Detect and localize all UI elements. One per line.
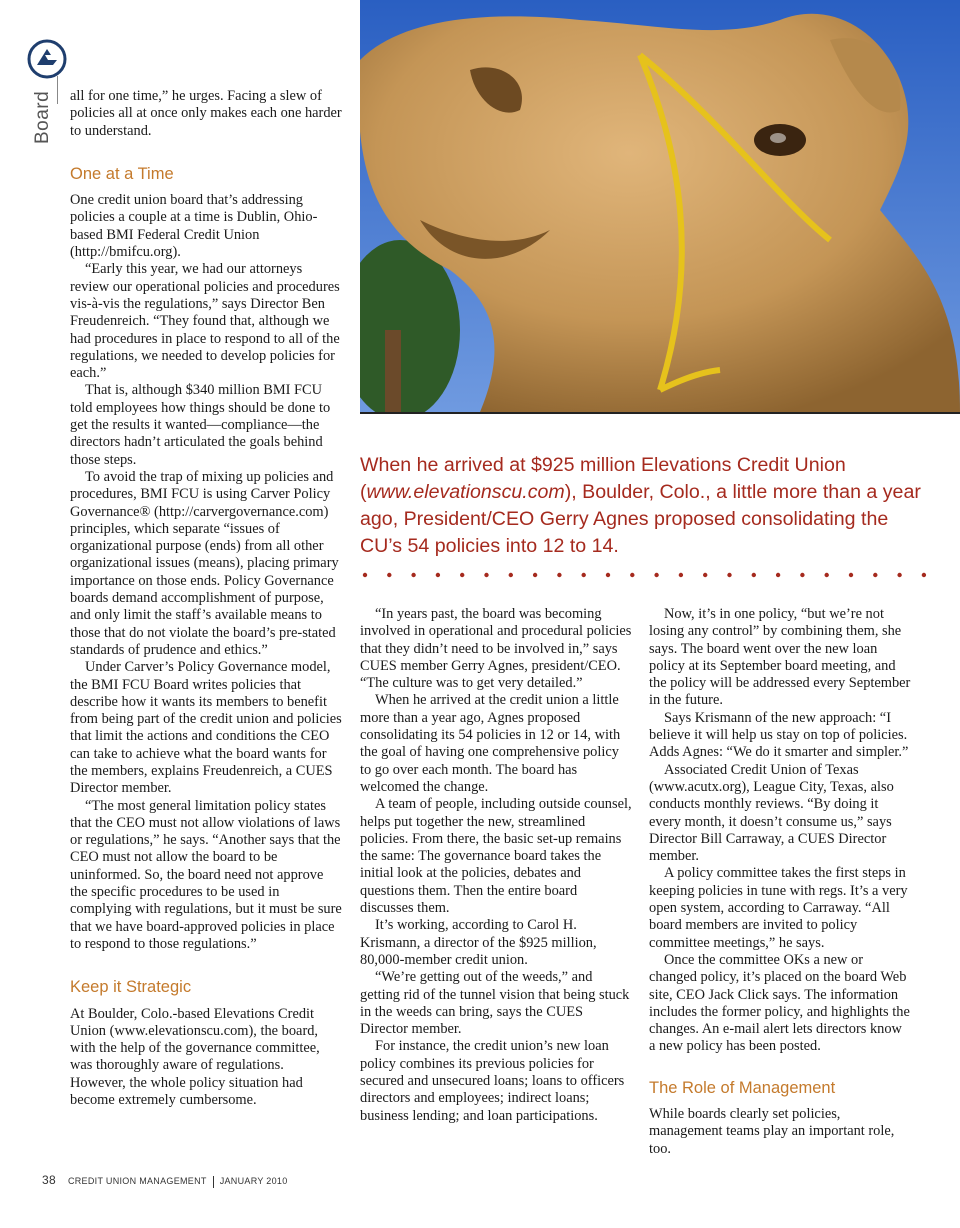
intro-paragraph: all for one time,” he urges. Facing a slew of policies all at once only makes each one harder to understand. (70, 88, 342, 139)
divider-dot (411, 573, 415, 577)
paragraph: It’s working, according to Carol H. Krismann, a director of the $925 million, 80,000-member credit union. (360, 917, 597, 968)
divider-dot (582, 573, 586, 577)
column-1 (70, 88, 342, 1109)
divider-dot (703, 573, 707, 577)
paragraph: To avoid the trap of mixing up policies and procedures, BMI FCU is using Carver Policy Governance® (http://carvergovernance.com) principles, which separate “issues of organizational purpose (ends) from all other organizational issues (means), placing primary importance on those ends. Policy Governance boards demand accomplishment of purpose, and only limit the staff’s available means to those that do not violate the board’s pre-stated standards of prudence and ethics.” (70, 468, 339, 658)
pull-quote-text: ), Boulder, Colo., a little more than a year ago, President/CEO Gerry Agnes proposed consolidating the CU’s 54 policies into 12 to 14. (360, 481, 921, 557)
divider-dot (630, 573, 634, 577)
paragraph: A policy committee takes the first steps in keeping policies in tune with regs. It’s a very open system, according to Carraway. “All board members are invited to policy committee meetings,” he says. (649, 865, 908, 951)
column-3 (649, 606, 911, 1158)
paragraph: Says Krismann of the new approach: “I believe it will help us stay on top of policies. Adds Agnes: “We do it smarter and simpler.” (649, 709, 909, 761)
subhead-one-at-a-time: One at a Time (70, 164, 174, 183)
paragraph: “Early this year, we had our attorneys review our operational policies and procedures vis-à-vis the regulations,” says Director Ben Freudenreich. “They found that, although we had procedures in place to respond to all of the regulations, we needed to develop policies for each.” (70, 261, 340, 382)
page-number: 38 (42, 1173, 56, 1187)
paragraph: For instance, the credit union’s new loan policy combines its previous policies for secured and unsecured loans; loans to officers directors and employees; indirect loans; business lending; and loan participations. (360, 1038, 625, 1124)
divider-dot (484, 573, 488, 577)
divider-dot (897, 573, 901, 577)
divider-dot (752, 573, 756, 577)
paragraph: At Boulder, Colo.-based Elevations Credit Union (www.elevationscu.com), the board, with the help of the governance committee, was thoroughly aware of regulations. However, the whole policy situation had become extremely cumbersome. (70, 1005, 320, 1109)
pull-quote-text: When he arrived at $925 million Elevations Credit Union ( (360, 454, 846, 503)
subhead-keep-it-strategic: Keep it Strategic (70, 978, 192, 997)
subhead-role-of-management: The Role of Management (649, 1078, 836, 1097)
divider-dot (363, 573, 367, 577)
pull-quote (360, 452, 930, 560)
paragraph: That is, although $340 million BMI FCU told employees how things should be done to get the results it wanted—compliance—the directors hadn’t articulated the goals behind those steps. (70, 382, 331, 468)
divider-dot (800, 573, 804, 577)
cues-logo-icon (26, 38, 68, 80)
paragraph: Now, it’s in one policy, “but we’re not losing any control” by combining them, she says. The board went over the new loan policy at its September board meeting, and the policy will be addressed every September in the future. (649, 606, 911, 709)
section-tab (24, 90, 64, 146)
divider-dot (873, 573, 877, 577)
paragraph: When he arrived at the credit union a little more than a year ago, Agnes proposed consolidating its 54 policies in 12 or 14, with the goal of having one comprehensive policy to go over each month. The board has welcomed the change. (360, 692, 621, 795)
paragraph: Once the committee OKs a new or changed policy, it’s placed on the board Web site, CEO Jack Click says. The information includes the former policy, and highlights the changes. An e-mail alert lets directors know a new policy has been posted. (649, 951, 910, 1055)
publication-name: CREDIT UNION MANAGEMENT (67, 1176, 207, 1186)
divider-dot (436, 573, 440, 577)
divider-dot (679, 573, 683, 577)
divider-dot (654, 573, 658, 577)
footer-divider (213, 1176, 214, 1188)
divider-dot (460, 573, 464, 577)
camel-photo (360, 0, 960, 414)
divider-dot (509, 573, 513, 577)
pull-quote-url: www.elevationscu.com (366, 481, 565, 503)
paragraph: “In years past, the board was becoming involved in operational and procedural policies that they didn’t need to be involved in,” says CUES member Gerry Agnes, president/CEO. “The culture was to get very detailed.” (360, 606, 632, 692)
page-footer (42, 1173, 288, 1188)
divider-dot (533, 573, 537, 577)
paragraph: “The most general limitation policy states that the CEO must not allow violations of laws or regulations,” he says. “Another says that the CEO must not allow the board to be uninformed. So, the board need not approve the specific procedures to be used in complying with regulations, but it must be sure that we have board-approved policies in place to respond to those regulations.” (70, 797, 342, 952)
divider-dot (557, 573, 561, 577)
divider-dot (849, 573, 853, 577)
column-2 (360, 606, 632, 1125)
divider-dot (387, 573, 391, 577)
dotted-divider (360, 568, 960, 580)
divider-dot (825, 573, 829, 577)
divider-dot (922, 573, 926, 577)
section-label: Board (32, 90, 53, 144)
divider-dot (776, 573, 780, 577)
paragraph: Under Carver’s Policy Governance model, the BMI FCU Board writes policies that describe how it wants its members to benefit from being part of the credit union and policies that limit the actions and conditions the CEO can take to achieve what the board wants for the members, explains Freudenreich, a CUES Director member. (70, 659, 342, 797)
paragraph: While boards clearly set policies, management teams play an important role, too. (649, 1106, 895, 1157)
issue-date: JANUARY 2010 (219, 1176, 288, 1186)
paragraph: Associated Credit Union of Texas (www.acutx.org), League City, Texas, also conducts monthly reviews. “By doing it every month, it doesn’t consume us,” says Director Bill Carraway, a CUES Director member. (649, 761, 894, 865)
paragraph: A team of people, including outside counsel, helps put together the new, streamlined policies. From there, the basic set-up remains the same: The governance board takes the initial look at the policies, debates and questions them. Then the entire board discusses them. (360, 796, 632, 917)
paragraph: “We’re getting out of the weeds,” and getting rid of the tunnel vision that being stuck in the weeds can bring, says the CUES Director member. (360, 969, 630, 1038)
divider-dot (606, 573, 610, 577)
divider-dot (727, 573, 731, 577)
paragraph: One credit union board that’s addressing policies a couple at a time is Dublin, Ohio-based BMI Federal Credit Union (http://bmifcu.org). (70, 192, 318, 261)
